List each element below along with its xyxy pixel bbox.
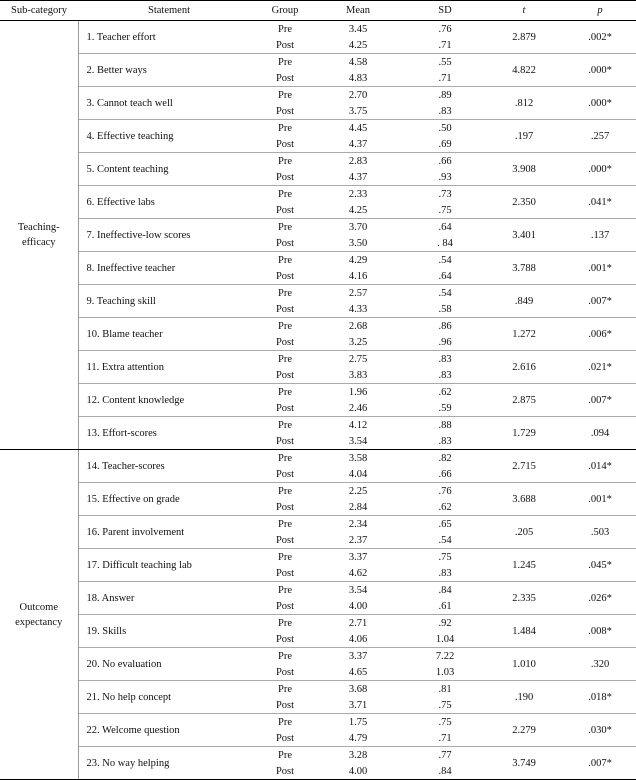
group-pre: Pre [278, 518, 292, 530]
group-pre: Pre [278, 188, 292, 200]
statement-cell: 5. Content teaching [78, 153, 260, 186]
table-row [0, 21, 636, 38]
sd-pre: .64 [438, 221, 452, 233]
sd-pre: .76 [438, 23, 452, 35]
group-post: Post [260, 730, 310, 747]
group-pre: Pre [278, 584, 292, 596]
sd-pre: .50 [438, 122, 452, 134]
mean-post: 4.62 [310, 565, 406, 582]
statement-cell: 20. No evaluation [78, 648, 260, 681]
sd-pre: .75 [438, 716, 452, 728]
sd-post: .71 [406, 37, 484, 54]
table-row [0, 714, 636, 731]
group-post: Post [260, 235, 310, 252]
sd-pre: .89 [438, 89, 452, 101]
p-value: .014* [564, 450, 636, 483]
mean-pre: 2.75 [348, 353, 368, 365]
table-row [0, 417, 636, 434]
table-row [0, 186, 636, 203]
table-row [0, 219, 636, 236]
t-value: 2.279 [484, 714, 564, 747]
table-row [0, 384, 636, 401]
p-value: .041* [564, 186, 636, 219]
mean-pre: 1.96 [348, 386, 368, 398]
sub-category-label: expectancy [15, 616, 63, 628]
p-value: .018* [564, 681, 636, 714]
header-p: p [564, 1, 636, 21]
statement-cell: 11. Extra attention [78, 351, 260, 384]
sd-post: .61 [406, 598, 484, 615]
group-pre: Pre [278, 155, 292, 167]
sd-post: .96 [406, 334, 484, 351]
sd-post: .84 [406, 763, 484, 780]
group-pre: Pre [278, 221, 292, 233]
group-pre: Pre [278, 287, 292, 299]
sd-pre: .73 [438, 188, 452, 200]
sd-pre: .75 [438, 551, 452, 563]
mean-pre: 3.37 [348, 650, 368, 662]
p-value: .008* [564, 615, 636, 648]
t-value: 3.749 [484, 747, 564, 780]
sd-pre: .81 [438, 683, 452, 695]
sd-pre: .66 [438, 155, 452, 167]
sd-pre: .55 [438, 56, 452, 68]
statement-cell: 23. No way helping [78, 747, 260, 780]
mean-pre: 2.57 [348, 287, 368, 299]
group-post: Post [260, 37, 310, 54]
group-post: Post [260, 763, 310, 780]
statement-cell: 6. Effective labs [78, 186, 260, 219]
t-value: 4.822 [484, 54, 564, 87]
mean-post: 4.16 [310, 268, 406, 285]
p-value: .094 [564, 417, 636, 450]
t-value: 2.335 [484, 582, 564, 615]
group-pre: Pre [278, 650, 292, 662]
group-post: Post [260, 631, 310, 648]
p-value: .000* [564, 54, 636, 87]
group-post: Post [260, 433, 310, 450]
group-pre: Pre [278, 683, 292, 695]
table-row [0, 582, 636, 599]
mean-post: 4.83 [310, 70, 406, 87]
mean-post: 4.04 [310, 466, 406, 483]
sd-post: .64 [406, 268, 484, 285]
group-pre: Pre [278, 419, 292, 431]
sd-pre: .92 [438, 617, 452, 629]
t-value: 2.875 [484, 384, 564, 417]
t-value: 2.350 [484, 186, 564, 219]
p-value: .002* [564, 21, 636, 54]
group-pre: Pre [278, 617, 292, 629]
table-row [0, 351, 636, 368]
mean-post: 4.25 [310, 202, 406, 219]
sd-post: .71 [406, 70, 484, 87]
group-post: Post [260, 697, 310, 714]
mean-post: 4.00 [310, 763, 406, 780]
sd-pre: 7.22 [435, 650, 455, 662]
header-group: Group [260, 1, 310, 21]
p-value: .007* [564, 285, 636, 318]
mean-pre: 2.68 [348, 320, 368, 332]
sd-post: .83 [406, 367, 484, 384]
sub-category-cell [0, 450, 78, 780]
mean-pre: 3.58 [348, 452, 368, 464]
t-value: .197 [484, 120, 564, 153]
p-value: .001* [564, 252, 636, 285]
sd-post: .71 [406, 730, 484, 747]
group-pre: Pre [278, 485, 292, 497]
sub-category-label: Teaching- [17, 222, 60, 233]
t-value: 3.688 [484, 483, 564, 516]
header-row [0, 1, 636, 21]
sd-post: .83 [406, 433, 484, 450]
p-value: .137 [564, 219, 636, 252]
statement-cell: 16. Parent involvement [78, 516, 260, 549]
header-t: t [484, 1, 564, 21]
mean-post: 4.37 [310, 136, 406, 153]
p-value: .320 [564, 648, 636, 681]
statement-cell: 19. Skills [78, 615, 260, 648]
table-row [0, 450, 636, 467]
t-value: 1.729 [484, 417, 564, 450]
sd-pre: .86 [438, 320, 452, 332]
table-row [0, 516, 636, 533]
header-sd: SD [406, 1, 484, 21]
group-post: Post [260, 499, 310, 516]
mean-post: 4.65 [310, 664, 406, 681]
group-pre: Pre [278, 716, 292, 728]
statement-cell: 3. Cannot teach well [78, 87, 260, 120]
sd-pre: .54 [438, 254, 452, 266]
group-post: Post [260, 367, 310, 384]
statement-cell: 22. Welcome question [78, 714, 260, 747]
p-value: .007* [564, 747, 636, 780]
mean-pre: 4.29 [348, 254, 368, 266]
statement-cell: 9. Teaching skill [78, 285, 260, 318]
p-value: .000* [564, 153, 636, 186]
sd-post: 1.03 [406, 664, 484, 681]
sd-post: .69 [406, 136, 484, 153]
table-row [0, 483, 636, 500]
table-row [0, 615, 636, 632]
mean-pre: 2.34 [348, 518, 368, 530]
sd-post: .83 [406, 103, 484, 120]
group-pre: Pre [278, 452, 292, 464]
mean-pre: 2.71 [348, 617, 368, 629]
mean-post: 3.50 [310, 235, 406, 252]
sd-post: .59 [406, 400, 484, 417]
t-value: .849 [484, 285, 564, 318]
group-post: Post [260, 532, 310, 549]
t-value: 2.879 [484, 21, 564, 54]
p-value: .000* [564, 87, 636, 120]
sd-post: .93 [406, 169, 484, 186]
group-post: Post [260, 598, 310, 615]
mean-post: 4.25 [310, 37, 406, 54]
mean-post: 4.00 [310, 598, 406, 615]
t-value: 1.245 [484, 549, 564, 582]
mean-post: 3.75 [310, 103, 406, 120]
statement-cell: 2. Better ways [78, 54, 260, 87]
group-post: Post [260, 268, 310, 285]
p-value: .503 [564, 516, 636, 549]
table-row [0, 318, 636, 335]
sd-post: .54 [406, 532, 484, 549]
header-sub-category: Sub-category [0, 1, 78, 21]
group-pre: Pre [278, 89, 292, 101]
header-statement: Statement [78, 1, 260, 21]
group-pre: Pre [278, 749, 292, 761]
table-row [0, 153, 636, 170]
t-value: 1.272 [484, 318, 564, 351]
group-pre: Pre [278, 23, 292, 35]
sd-pre: .77 [438, 749, 452, 761]
table-row [0, 549, 636, 566]
sd-post: .62 [406, 499, 484, 516]
sub-category-label: Outcome [19, 601, 58, 613]
statement-cell: 18. Answer [78, 582, 260, 615]
p-value: .026* [564, 582, 636, 615]
statement-cell: 14. Teacher-scores [78, 450, 260, 483]
t-value: 3.908 [484, 153, 564, 186]
group-post: Post [260, 664, 310, 681]
statement-cell: 12. Content knowledge [78, 384, 260, 417]
t-value: .812 [484, 87, 564, 120]
mean-post: 4.37 [310, 169, 406, 186]
sd-post: .66 [406, 466, 484, 483]
statement-cell: 17. Difficult teaching lab [78, 549, 260, 582]
p-value: .006* [564, 318, 636, 351]
mean-pre: 3.37 [348, 551, 368, 563]
group-pre: Pre [278, 122, 292, 134]
mean-post: 4.33 [310, 301, 406, 318]
t-value: 2.715 [484, 450, 564, 483]
sd-post: 1.04 [406, 631, 484, 648]
group-pre: Pre [278, 320, 292, 332]
sub-category-label: efficacy [21, 237, 56, 248]
mean-pre: 2.25 [348, 485, 368, 497]
mean-post: 3.25 [310, 334, 406, 351]
mean-pre: 3.70 [348, 221, 368, 233]
p-value: .007* [564, 384, 636, 417]
mean-pre: 4.58 [348, 56, 368, 68]
mean-pre: 3.45 [348, 23, 368, 35]
mean-pre: 4.45 [348, 122, 368, 134]
statement-cell: 1. Teacher effort [78, 21, 260, 54]
p-value: .045* [564, 549, 636, 582]
statement-cell: 7. Ineffective-low scores [78, 219, 260, 252]
t-value: 1.484 [484, 615, 564, 648]
group-post: Post [260, 103, 310, 120]
group-post: Post [260, 400, 310, 417]
group-pre: Pre [278, 254, 292, 266]
sd-pre: .65 [438, 518, 452, 530]
mean-pre: 2.83 [348, 155, 368, 167]
sd-pre: .82 [438, 452, 452, 464]
group-post: Post [260, 565, 310, 582]
statement-cell: 10. Blame teacher [78, 318, 260, 351]
table-row [0, 747, 636, 764]
table-row [0, 648, 636, 665]
mean-post: 2.46 [310, 400, 406, 417]
table-row [0, 87, 636, 104]
group-pre: Pre [278, 386, 292, 398]
group-pre: Pre [278, 551, 292, 563]
group-post: Post [260, 334, 310, 351]
mean-pre: 2.33 [348, 188, 368, 200]
mean-pre: 1.75 [348, 716, 368, 728]
group-pre: Pre [278, 353, 292, 365]
t-value: 3.401 [484, 219, 564, 252]
mean-pre: 3.28 [348, 749, 368, 761]
group-post: Post [260, 136, 310, 153]
mean-post: 3.83 [310, 367, 406, 384]
statement-cell: 21. No help concept [78, 681, 260, 714]
sub-category-cell [0, 21, 78, 450]
t-value: 3.788 [484, 252, 564, 285]
t-value: 1.010 [484, 648, 564, 681]
p-value: .021* [564, 351, 636, 384]
table-row [0, 252, 636, 269]
mean-pre: 4.12 [348, 419, 368, 431]
group-post: Post [260, 202, 310, 219]
sd-pre: .83 [438, 353, 452, 365]
mean-post: 2.84 [310, 499, 406, 516]
sd-pre: .62 [438, 386, 452, 398]
group-pre: Pre [278, 56, 292, 68]
table-row [0, 54, 636, 71]
sd-post: . 84 [406, 235, 484, 252]
mean-post: 3.54 [310, 433, 406, 450]
table-row [0, 120, 636, 137]
group-post: Post [260, 466, 310, 483]
sd-pre: .84 [438, 584, 452, 596]
statement-cell: 8. Ineffective teacher [78, 252, 260, 285]
statement-cell: 15. Effective on grade [78, 483, 260, 516]
statement-cell: 4. Effective teaching [78, 120, 260, 153]
group-post: Post [260, 70, 310, 87]
sd-pre: .76 [438, 485, 452, 497]
mean-post: 4.79 [310, 730, 406, 747]
t-value: .205 [484, 516, 564, 549]
group-post: Post [260, 301, 310, 318]
p-value: .257 [564, 120, 636, 153]
t-value: 2.616 [484, 351, 564, 384]
sd-post: .83 [406, 565, 484, 582]
table-row [0, 681, 636, 698]
mean-pre: 3.54 [348, 584, 368, 596]
sd-post: .75 [406, 202, 484, 219]
table-row [0, 285, 636, 302]
mean-pre: 2.70 [348, 89, 368, 101]
sd-pre: .54 [438, 287, 452, 299]
sd-pre: .88 [438, 419, 452, 431]
mean-pre: 3.68 [348, 683, 368, 695]
mean-post: 2.37 [310, 532, 406, 549]
group-post: Post [260, 169, 310, 186]
sd-post: .75 [406, 697, 484, 714]
t-value: .190 [484, 681, 564, 714]
mean-post: 4.06 [310, 631, 406, 648]
mean-post: 3.71 [310, 697, 406, 714]
sd-post: .58 [406, 301, 484, 318]
header-mean: Mean [310, 1, 406, 21]
p-value: .030* [564, 714, 636, 747]
p-value: .001* [564, 483, 636, 516]
statement-cell: 13. Effort-scores [78, 417, 260, 450]
